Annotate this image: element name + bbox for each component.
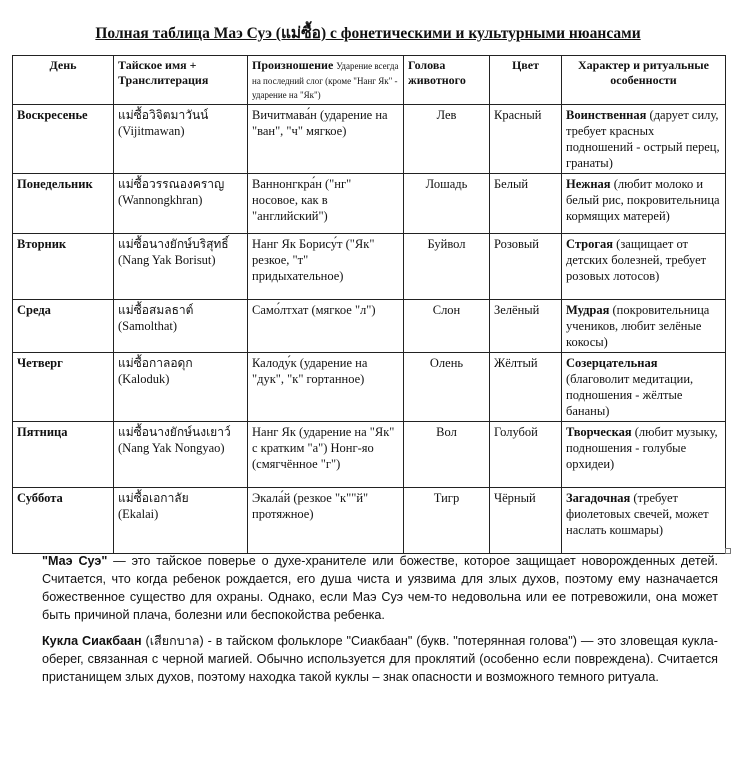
- cell-thai-name: [114, 421, 248, 487]
- cell-character: [562, 299, 726, 352]
- cell-character: [562, 352, 726, 421]
- header-pronunciation-main: Произношение: [252, 58, 334, 72]
- table-row: [13, 352, 726, 421]
- cell-pronunciation: Само́лтхат (мягкое "л"): [248, 299, 404, 352]
- table-row: [13, 233, 726, 299]
- thai-script: แม่ซื้อนางยักษ์บริสุทธิ์: [118, 236, 229, 251]
- trait-label: Воинственная: [566, 107, 647, 122]
- cell-day: Пятница: [13, 421, 114, 487]
- header-pronunciation-hint: Ударение всегда на последний слог (кроме "Нанг Як" - ударение на "Як"): [252, 61, 399, 101]
- table-header-row: [13, 56, 726, 105]
- transliteration: (Wannongkhran): [118, 193, 203, 208]
- header-day: День: [13, 56, 114, 105]
- paragraph-text: (เสียกบาล) - в тайском фольклоре "Сиакбаан" (букв. "потерянная голова") — это зловещая кукла-оберег, связанная с черной магией. Обычно используется для проклятий (особенно если повреждена). Считается пристанищем злых духов, поэтому находка такой куклы – знак опасности и возможного темного ритуала.: [42, 634, 718, 684]
- trait-label: Созерцательная: [566, 355, 658, 370]
- table-row: [13, 299, 726, 352]
- header-animal: Голова животного: [404, 56, 490, 105]
- cell-animal: Лев: [404, 104, 490, 173]
- cell-animal: Лошадь: [404, 173, 490, 233]
- cell-pronunciation: Ваннонгкра́н ("нг" носовое, как в "английский"): [248, 173, 404, 233]
- cell-character: [562, 487, 726, 553]
- cell-thai-name: [114, 233, 248, 299]
- cell-thai-name: [114, 173, 248, 233]
- trait-description: (требует фиолетовых свечей, может наслать кошмары): [566, 490, 709, 537]
- cell-animal: Тигр: [404, 487, 490, 553]
- mae-sue-table: [12, 55, 726, 554]
- table-row: [13, 487, 726, 553]
- cell-animal: Вол: [404, 421, 490, 487]
- cell-animal: Слон: [404, 299, 490, 352]
- transliteration: (Ekalai): [118, 507, 159, 522]
- cell-thai-name: [114, 487, 248, 553]
- trait-label: Творческая: [566, 424, 632, 439]
- header-pronunciation: [248, 56, 404, 105]
- cell-pronunciation: Экала́й (резкое "к""й" протяжное): [248, 487, 404, 553]
- table-row: [13, 421, 726, 487]
- trait-label: Мудрая: [566, 302, 610, 317]
- cell-color: Чёрный: [490, 487, 562, 553]
- cell-day: Воскресенье: [13, 104, 114, 173]
- cell-character: [562, 233, 726, 299]
- cell-color: Красный: [490, 104, 562, 173]
- trait-description: (покровительница учеников, любит зелёные кокосы): [566, 302, 710, 349]
- transliteration: (Nang Yak Borisut): [118, 253, 216, 268]
- cell-animal: Олень: [404, 352, 490, 421]
- thai-script: แม่ซื้อวรรณองคราญ: [118, 176, 225, 191]
- cell-pronunciation: Нанг Як (ударение на "Як" с кратким "а") Нонг-яо (смягчённое "г"): [248, 421, 404, 487]
- thai-script: แม่ซื้อเอกาลัย: [118, 490, 189, 505]
- cell-color: Голубой: [490, 421, 562, 487]
- cell-character: [562, 104, 726, 173]
- cell-pronunciation: Вичитмава́н (ударение на "ван", "ч" мягкое): [248, 104, 404, 173]
- cell-thai-name: [114, 352, 248, 421]
- trait-label: Нежная: [566, 176, 611, 191]
- paragraph-term: "Маэ Суэ": [42, 554, 108, 568]
- cell-animal: Буйвол: [404, 233, 490, 299]
- trait-description: (любит молоко и белый рис, покровительница кормящих матерей): [566, 176, 720, 223]
- header-color: Цвет: [490, 56, 562, 105]
- trait-label: Строгая: [566, 236, 614, 251]
- table-row: [13, 104, 726, 173]
- paragraph-term: Кукла Сиакбаан: [42, 634, 142, 648]
- transliteration: (Vijitmawan): [118, 124, 185, 139]
- cell-day: Суббота: [13, 487, 114, 553]
- cell-color: Белый: [490, 173, 562, 233]
- table-resize-handle[interactable]: [725, 548, 731, 554]
- page-title: Полная таблица Маэ Суэ (แม่ซื้อ) с фонетическими и культурными нюансами: [95, 25, 641, 42]
- cell-day: Среда: [13, 299, 114, 352]
- cell-character: [562, 173, 726, 233]
- cell-day: Четверг: [13, 352, 114, 421]
- thai-script: แม่ซื้อนางยักษ์นงเยาว์: [118, 424, 231, 439]
- cell-thai-name: [114, 104, 248, 173]
- trait-description: (любит музыку, подношения - голубые орхидеи): [566, 424, 718, 471]
- table-row: [13, 173, 726, 233]
- transliteration: (Kaloduk): [118, 372, 170, 387]
- thai-script: แม่ซื้อกาลอดุก: [118, 355, 193, 370]
- paragraph-mae-sue: [42, 553, 718, 625]
- cell-day: Понедельник: [13, 173, 114, 233]
- cell-day: Вторник: [13, 233, 114, 299]
- cell-color: Жёлтый: [490, 352, 562, 421]
- trait-description: (благоволит медитации, подношения - жёлтые бананы): [566, 371, 694, 418]
- header-character: Характер и ритуальные особенности: [562, 56, 726, 105]
- cell-color: Зелёный: [490, 299, 562, 352]
- cell-character: [562, 421, 726, 487]
- header-thai-name: Тайское имя + Транслитерация: [114, 56, 248, 105]
- cell-pronunciation: Нанг Як Борису́т ("Як" резкое, "т" придыхательное): [248, 233, 404, 299]
- paragraph-text: — это тайское поверье о духе-хранителе или божестве, которое защищает новорожденных детей. Считается, что когда ребенок рождается, его душа чиста и уязвима для злых духов, поэтому ему назначается божественное существо для охраны. Однако, если Маэ Суэ чем-то недовольна или ее потревожили, она может быть причиной плача, болезни или беспокойства ребенка.: [42, 554, 718, 622]
- thai-script: แม่ซื้อสมลธาต์: [118, 302, 194, 317]
- thai-script: แม่ซื้อวิจิตมาวันน์: [118, 107, 209, 122]
- trait-description: (защищает от детских болезней, требует розовых лотосов): [566, 236, 707, 283]
- paragraph-siakbaan: [42, 633, 718, 687]
- trait-description: (дарует силу, требует красных подношений - острый перец, гранаты): [566, 107, 720, 170]
- transliteration: (Samolthat): [118, 319, 178, 334]
- cell-thai-name: [114, 299, 248, 352]
- cell-pronunciation: Калоду́к (ударение на "дук", "к" гортанное): [248, 352, 404, 421]
- cell-color: Розовый: [490, 233, 562, 299]
- trait-label: Загадочная: [566, 490, 631, 505]
- transliteration: (Nang Yak Nongyao): [118, 441, 225, 456]
